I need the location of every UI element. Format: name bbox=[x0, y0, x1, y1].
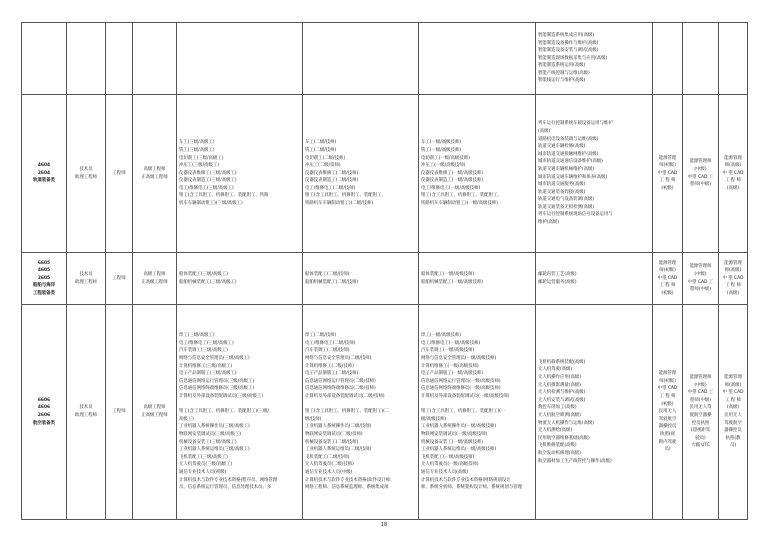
cell-line: 驶航空器操 bbox=[689, 413, 712, 418]
cell-line: 轨道交通电气设备装调(高级) bbox=[538, 197, 595, 203]
cell-line: (高级) bbox=[538, 128, 551, 134]
cell-line: (超视距驾 bbox=[690, 428, 711, 434]
cell-line: 钳工(含工具钳工、机修钳工、装配钳工、铁路 bbox=[179, 193, 269, 199]
cell-line: 智能制造系统运用(高级) bbox=[538, 63, 586, 69]
cell-line: 航空器材加工生产线管控与操作(高级) bbox=[538, 458, 612, 464]
cell-line: 航空发动机修理(高级) bbox=[538, 450, 581, 456]
skill-level-1-cell bbox=[419, 95, 536, 253]
cell-line: 轨道交通车辆检修(高级) bbox=[538, 144, 586, 150]
cell-line: 汽车装调工(三级/高级工) bbox=[179, 348, 228, 354]
cell-line: 信息通信网络终端维修员(二级/技师) bbox=[305, 386, 376, 392]
cell-line: 4606 bbox=[37, 405, 51, 411]
cell-line: 工 程 师 bbox=[659, 394, 676, 400]
cell-line: 车工(三级/高级工) bbox=[179, 140, 215, 146]
cell-line: 城市轨道交通接触网维护(高级) bbox=[538, 151, 599, 157]
cell-line: 计算机维修工(一级/高级技师) bbox=[421, 363, 479, 369]
cell-line: 中 望 CAD bbox=[722, 275, 744, 281]
cell-line: 民用无人驾 bbox=[689, 405, 712, 411]
entry-level-cell bbox=[67, 23, 106, 95]
cell-line: 道路机电设备装调与运维(高级) bbox=[538, 136, 599, 142]
cell-line: 民用无人 bbox=[724, 413, 742, 418]
cell-line: 高级工程师 bbox=[143, 271, 166, 277]
cell-line: 船舶机械装配工(二级/技师) bbox=[305, 279, 359, 285]
cell-line: 网络工程师、信息系统监理师、系统集成项 bbox=[305, 485, 389, 491]
skill-level-1-cell bbox=[419, 23, 536, 95]
table-row bbox=[22, 95, 748, 253]
cell-line: 高级工程师 bbox=[143, 166, 166, 172]
cell-line: (初级) bbox=[661, 290, 674, 296]
cell-line: 电工/维修电工(二级/技师) bbox=[305, 340, 356, 346]
cell-line: 无人机检测与维护(高级) bbox=[538, 390, 586, 396]
cell-line: 电工/维修电工(三级/高级工) bbox=[179, 185, 234, 191]
cell-line: 轨道装备类 bbox=[33, 178, 55, 184]
cell-line: 工业机器人系统运维员(二级/技师) bbox=[305, 447, 372, 453]
cell-line: 能源管理 bbox=[724, 260, 742, 266]
cell-line: 通信专业技术人员(高级) bbox=[421, 469, 469, 475]
cell-line: 师(初级) bbox=[659, 163, 676, 169]
cell-line: 技术员 bbox=[79, 166, 93, 172]
cell-line: 仪器仪表制造工(一级/高级技师) bbox=[421, 178, 483, 184]
cell-line: 距内驾驶 bbox=[658, 439, 677, 445]
cell-line: 网络与信息安全管理员(一级/高级技师) bbox=[421, 356, 497, 362]
category-cell bbox=[22, 23, 67, 95]
cell-line: 网络与信息安全管理员(三级/高级工) bbox=[179, 356, 250, 362]
senior-cert-cell bbox=[719, 23, 748, 95]
cell-line: 电切削工(三级/高级工) bbox=[179, 155, 224, 161]
cell-line: 冲压工(二级/技师) bbox=[305, 163, 341, 169]
cell-line: 邮轮内装工艺(高级) bbox=[538, 271, 577, 277]
cell-line: 船舶机械装配工(三级/高级工) bbox=[179, 279, 237, 285]
cell-line: 程师(中级) bbox=[690, 182, 711, 188]
cell-line: 2604 bbox=[37, 170, 51, 176]
intermediate-level-cell bbox=[106, 23, 133, 95]
cell-line: (初级) bbox=[661, 185, 674, 191]
category-cell bbox=[22, 305, 67, 520]
cell-line: 技术员 bbox=[79, 405, 93, 411]
cell-line: 电工/维修电工(一级/高级技师) bbox=[421, 340, 481, 346]
cell-line: 焊工(二级/技师) bbox=[305, 333, 337, 339]
cell-line: 正高级工程师 bbox=[141, 413, 168, 418]
cell-line: 6606 bbox=[37, 397, 51, 403]
skill-level-2-cell bbox=[303, 95, 419, 253]
certificate-table bbox=[21, 22, 748, 520]
x-certificate-cell bbox=[536, 305, 653, 520]
cell-line: 无人机驾驶(高级) bbox=[538, 367, 573, 373]
cell-line: 6605 bbox=[37, 260, 51, 266]
cell-line: 电工/维修电工(一级/高级技师) bbox=[421, 185, 481, 191]
cell-line: 仪器仪表维修工(二级/技师) bbox=[305, 170, 359, 176]
cell-line: 工业机器人系统运维员(一级/高级技师) bbox=[421, 447, 497, 453]
cell-line: 铁路机车车辆制动钳工)(一级/高级技师) bbox=[421, 201, 498, 207]
cell-line: 智能线运行与维护(高级) bbox=[538, 78, 586, 84]
cell-line: 无人机操作应用(高级) bbox=[538, 375, 581, 381]
junior-cert-cell bbox=[653, 23, 683, 95]
cell-line: 工 程 师 bbox=[725, 178, 741, 184]
entry-level-cell bbox=[67, 95, 106, 253]
cell-line: 师(高级) bbox=[724, 268, 742, 274]
cell-line: 4604 bbox=[37, 163, 51, 169]
skill-level-2-cell bbox=[303, 23, 419, 95]
senior-level-cell bbox=[133, 253, 177, 305]
cell-line: 师(初级) bbox=[659, 378, 676, 384]
intermediate-level-cell bbox=[106, 305, 133, 520]
cell-line: (初级) bbox=[661, 401, 674, 407]
cell-line: 机车车辆制动钳工)(三级/高级工) bbox=[179, 201, 243, 207]
cell-line: 工程师 bbox=[112, 275, 126, 281]
cell-line: 助理工程师 bbox=[75, 413, 97, 418]
cell-line: 仪器仪表维修工(一级/高级技师) bbox=[421, 170, 483, 176]
cell-line: 信息通信网络终端维修员(三级/高级工) bbox=[179, 386, 255, 392]
cell-line: 工业机器人系统操作员(一级/高级技师) bbox=[421, 424, 497, 430]
cell-line: (中级) bbox=[694, 271, 707, 277]
cell-line: 中 望 CAD bbox=[722, 390, 744, 396]
cell-line: 程师(中级) bbox=[690, 397, 711, 403]
cell-line: 中望 CAD 工 bbox=[687, 279, 714, 285]
cell-line: 船舶与海洋 bbox=[33, 283, 55, 289]
cell-line: 航空装备类 bbox=[33, 420, 55, 426]
skill-level-3-cell bbox=[177, 253, 303, 305]
intermediate-level-cell bbox=[106, 95, 133, 253]
cell-line: 仪器仪表制造工(二级/技师) bbox=[305, 178, 359, 184]
cell-line: 工程师 bbox=[112, 409, 126, 415]
cell-line: 级/技师) bbox=[305, 416, 322, 422]
cell-line: 无人机驾驶员(一级/高级技师) bbox=[421, 462, 479, 468]
cell-line: 能源管理 bbox=[724, 155, 742, 161]
cell-line: 2606 bbox=[37, 413, 51, 418]
senior-cert-cell bbox=[719, 95, 748, 253]
entry-level-cell bbox=[67, 305, 106, 520]
skill-level-3-cell bbox=[177, 95, 303, 253]
category-cell bbox=[22, 253, 67, 305]
cell-line: 铣工(一级/高级技师) bbox=[421, 147, 462, 153]
cell-line: 正高级工程师 bbox=[141, 279, 168, 285]
cell-line: 机械设备安装工(一级/高级技师) bbox=[421, 439, 483, 445]
cell-line: 轨道交通车辆机械维护(高级) bbox=[538, 166, 595, 172]
cell-line: 无人机驾驶员(三级/高级工) bbox=[179, 462, 233, 468]
cell-line: (高级) bbox=[726, 290, 740, 296]
cell-line: 能源管理师 bbox=[689, 264, 712, 270]
cell-line: 信息通信网络运行管理员(一级/高级技师) bbox=[421, 378, 501, 384]
cell-line: 列车运行控制系统现场信号设备运用与 bbox=[538, 212, 613, 218]
page-number: 18 bbox=[380, 522, 388, 528]
cell-line: 钳工(含工具钳工、机修钳工、装配钳工、 bbox=[421, 193, 502, 199]
cell-line: 电切削工(二级/技师) bbox=[305, 155, 346, 161]
mid-cert-cell bbox=[683, 253, 719, 305]
cell-line: 汽车装调工(一级/高级技师) bbox=[421, 348, 475, 354]
cell-line bbox=[421, 401, 533, 409]
cell-line: 程师(中级) bbox=[690, 287, 711, 293]
cell-line: 员、信息系统运行管理员、信息处理技术员、多 bbox=[179, 485, 272, 491]
cell-line: (中级) bbox=[694, 166, 707, 172]
cell-line: 物流无人机操作与运维(高级) bbox=[538, 420, 595, 426]
cell-line: 列车运行控制系统车载设备运用与维护 bbox=[538, 121, 613, 127]
cell-line: 铣工(二级/技师) bbox=[305, 147, 337, 153]
mid-cert-cell bbox=[683, 23, 719, 95]
cell-line: 钳工(含工具钳工、机修钳工、装配钳工)(三级/ bbox=[179, 409, 270, 415]
cell-line: 控员执照 bbox=[691, 420, 710, 426]
cell-line: 师(高级) bbox=[724, 382, 742, 388]
cell-line: 仪器仪表维修工(三级/高级工) bbox=[179, 170, 237, 176]
cell-line: (高级) bbox=[726, 405, 740, 411]
cell-line: 工业机器人系统运维员(三级/高级工) bbox=[179, 447, 250, 453]
cell-line: 钳工(含工具钳工、机修钳工、装配钳工、 bbox=[305, 193, 386, 199]
cell-line: 智能产线控制与运维(高级) bbox=[538, 70, 590, 76]
cell-line: 信息通信网络终端维修员(一级/高级技师) bbox=[421, 386, 501, 392]
x-certificate-cell bbox=[536, 253, 653, 305]
cell-line: 计算机维修工(二级/技师) bbox=[305, 363, 354, 369]
cell-line: 中望 CAD 工 bbox=[687, 390, 714, 396]
cell-line: 员) bbox=[664, 447, 671, 453]
cell-line: 能源管理师 bbox=[689, 159, 712, 165]
cell-line: 器操控员 bbox=[658, 424, 677, 430]
cell-line: 物联网安装调试员(三级/高级工) bbox=[179, 431, 241, 437]
cell-line: 能源管理 bbox=[724, 375, 742, 381]
cell-line: 民用无人 bbox=[658, 409, 677, 415]
cell-line: 中望 CAD bbox=[657, 275, 678, 281]
cell-line: 驶员) bbox=[695, 435, 706, 441]
cell-line: 机械设备安装工(三级/高级工) bbox=[179, 439, 237, 445]
cell-line: 邮轮运营服务(高级) bbox=[538, 279, 577, 285]
cell-line: 无人机摄影测量(高级) bbox=[538, 382, 581, 388]
cell-line: 物联网安装调试员(一级/高级技师) bbox=[421, 431, 488, 437]
cell-line: 计算机及外部设备装配调试员(一级/高级技师) bbox=[421, 394, 510, 400]
cell-line: 计算机技术与软件专业技术资格(网络规划设计 bbox=[421, 477, 511, 483]
cell-line: 计算机及外部设备装配调试员(二级/技师) bbox=[305, 394, 385, 400]
cell-line: 大疆 UTC bbox=[691, 443, 710, 449]
cell-line: 飞机装配工(一级/高级技师) bbox=[421, 454, 475, 460]
cell-line: 正高级工程师 bbox=[141, 174, 168, 180]
cell-line: 员) bbox=[729, 443, 737, 449]
cell-line bbox=[305, 401, 416, 409]
cell-line: 飞机装配工(三级/高级工) bbox=[179, 454, 228, 460]
skill-level-3-cell bbox=[177, 23, 303, 95]
cell-line: 工 程 师 bbox=[659, 178, 676, 184]
cell-line: 工 程 师 bbox=[725, 397, 741, 403]
cell-line: 城市轨道交通通信设备维护(高级) bbox=[538, 159, 603, 165]
cell-line: 船体装配工(一级/高级技师) bbox=[421, 271, 475, 277]
cell-line: 信息通信网络运行管理员(二级/技师) bbox=[305, 378, 376, 384]
cell-line: (中级) bbox=[694, 382, 707, 388]
cell-line: 计算机技术与软件专业技术资格(程序员、网络管理 bbox=[179, 477, 278, 483]
cell-line: 无人机驾驶员(二级/技师) bbox=[305, 462, 354, 468]
cell-line: 高级工程师 bbox=[143, 405, 166, 411]
cell-line: 中望 CAD bbox=[657, 386, 678, 392]
cell-line: 汽车装调工(二级/技师) bbox=[305, 348, 350, 354]
cell-line: 工业机器人系统操作员(三级/高级工) bbox=[179, 424, 250, 430]
cell-line: 执照(视 bbox=[660, 431, 675, 437]
mid-cert-cell bbox=[683, 305, 719, 520]
cell-line: 飞机机载系统装配(高级) bbox=[538, 359, 586, 365]
skill-level-1-cell bbox=[419, 305, 536, 520]
junior-cert-cell bbox=[653, 305, 683, 520]
cell-line: 车工(二级/技师) bbox=[305, 140, 337, 146]
cell-line bbox=[179, 401, 300, 409]
senior-cert-cell bbox=[719, 305, 748, 520]
cell-line: 师(高级) bbox=[724, 163, 742, 169]
cell-line: 助理工程师 bbox=[75, 174, 97, 180]
cell-line: 工 程 师 bbox=[725, 283, 741, 289]
senior-cert-cell bbox=[719, 253, 748, 305]
cell-line: 工业机器人系统操作员(二级/技师) bbox=[305, 424, 372, 430]
cell-line: 驾驶航空 bbox=[658, 416, 677, 422]
cell-line: 船舶机械装配工(一级/高级技师) bbox=[421, 279, 483, 285]
cell-line: 通信专业技术人员(中级) bbox=[305, 469, 353, 475]
cell-line: 计算机及外部设备装配调试员(三级/高级工) bbox=[179, 394, 263, 400]
cell-line: 工 程 师 bbox=[659, 283, 676, 289]
cell-line: 执照(教 bbox=[725, 435, 741, 441]
cell-line: 钳工(含工具钳工、机修钳工、装配钳工)(二 bbox=[305, 409, 390, 415]
x-certificate-cell bbox=[536, 23, 653, 95]
cell-line: 物联网安装调试员(二级/技师) bbox=[305, 431, 363, 437]
skill-level-2-cell bbox=[303, 253, 419, 305]
cell-line: 智能制造现场数据采集与应用(高级) bbox=[538, 55, 608, 61]
skill-level-2-cell bbox=[303, 305, 419, 520]
cell-line: 机械设备安装工(二级/技师) bbox=[305, 439, 359, 445]
table-row bbox=[22, 305, 748, 520]
cell-line: 技术员 bbox=[79, 271, 93, 277]
cell-line: 中望 CAD 工 bbox=[687, 174, 714, 180]
cell-line: 冲压工(三级/高级工) bbox=[179, 163, 220, 169]
cell-line: 级/高级技师) bbox=[421, 416, 447, 422]
cell-line: 能源管理 bbox=[658, 155, 677, 161]
mid-cert-cell bbox=[683, 95, 719, 253]
cell-line: 车工(一级/高级技师) bbox=[421, 140, 462, 146]
junior-cert-cell bbox=[653, 95, 683, 253]
cell-line: 器操控员 bbox=[724, 428, 742, 434]
senior-level-cell bbox=[133, 23, 177, 95]
cell-line: 维护(高级) bbox=[538, 220, 559, 226]
table-row bbox=[22, 23, 748, 95]
cell-line: 中望 CAD bbox=[657, 170, 678, 176]
cell-line: (高级) bbox=[726, 185, 740, 191]
cell-line: 无人机航空喷洒(高级) bbox=[538, 413, 581, 418]
cell-line: 轨道交通装备焊接(高级) bbox=[538, 189, 586, 195]
cell-line: 驾驶航空 bbox=[724, 420, 742, 426]
cell-line: 助理工程师 bbox=[75, 279, 97, 285]
cell-line: 电工/维修电工(二级/技师) bbox=[305, 185, 356, 191]
cell-line: 智能制造系统集成应用(高级) bbox=[538, 32, 595, 38]
category-cell bbox=[22, 95, 67, 253]
x-certificate-cell bbox=[536, 95, 653, 253]
cell-line: 仪器仪表制造工(三级/高级工) bbox=[179, 178, 237, 184]
cell-line: 师(初级) bbox=[659, 268, 676, 274]
cell-line: 无人机安装与调试(高级) bbox=[538, 397, 586, 403]
cell-line: 飞机维修装配(高级) bbox=[538, 443, 577, 449]
skill-level-3-cell bbox=[177, 305, 303, 520]
cell-line: 工程装备类 bbox=[33, 290, 55, 296]
senior-level-cell bbox=[133, 305, 177, 520]
cell-line: 焊工(三级/高级工) bbox=[179, 333, 215, 339]
cell-line: 轨道交通装备无损检测(高级) bbox=[538, 204, 595, 210]
cell-line: 电工/维修电工(三级/高级工) bbox=[179, 340, 234, 346]
cell-line: 计算机技术与软件专业技术资格(软件设计师、 bbox=[305, 477, 395, 483]
cell-line: 电子产品制版工(二级/技师) bbox=[305, 371, 359, 377]
junior-cert-cell bbox=[653, 253, 683, 305]
cell-line: 铁路机车车辆制动钳工)(二级/技师) bbox=[305, 201, 374, 207]
cell-line: 焊工(一级/高级技师) bbox=[421, 333, 462, 339]
cell-line: 数控车削加工(高级) bbox=[538, 405, 577, 411]
intermediate-level-cell bbox=[106, 253, 133, 305]
cell-line: 电切削工(一级/高级技师) bbox=[421, 155, 470, 161]
cell-line: 师、系统分析师、系统架构设计师、系统规划与管理 bbox=[421, 485, 522, 491]
cell-line: 铣工(三级/高级工) bbox=[179, 147, 215, 153]
cell-line: 电子产品制版工(一级/高级技师) bbox=[421, 371, 483, 377]
cell-line: 中 望 CAD bbox=[722, 170, 744, 176]
cell-line: 民用航空器维修基础(高级) bbox=[538, 435, 590, 441]
skill-level-1-cell bbox=[419, 253, 536, 305]
cell-line: 无人机测绘(高级) bbox=[538, 428, 573, 434]
cell-line: 智能制造设备安装与调试(高级) bbox=[538, 48, 599, 54]
cell-line: 电子产品制版工(三级/高级工) bbox=[179, 371, 237, 377]
cell-line: 网络与信息安全管理员(二级/技师) bbox=[305, 356, 372, 362]
table-row bbox=[22, 253, 748, 305]
cell-line: 智能制造设备操作与维护(高级) bbox=[538, 40, 599, 46]
cell-line: 飞机装配工(二级/技师) bbox=[305, 454, 350, 460]
cell-line: 城市轨道交通车辆维护和保养(高级) bbox=[538, 174, 608, 180]
cell-line: 能源管理 bbox=[658, 260, 677, 266]
cell-line: 信息通信网络运行管理员(三级/高级工) bbox=[179, 378, 255, 384]
cell-line: 4605 bbox=[37, 268, 51, 274]
cell-line: 船体装配工(二级/技师) bbox=[305, 271, 350, 277]
senior-level-cell bbox=[133, 95, 177, 253]
cell-line: 冲压工(一级/高级技师) bbox=[421, 163, 466, 169]
cell-line: 通信专业技术人员(初级) bbox=[179, 469, 227, 475]
cell-line: 计算机维修工(三级/高级工) bbox=[179, 363, 233, 369]
cell-line: 高级工) bbox=[179, 416, 194, 422]
cell-line: 能源管理 bbox=[658, 371, 677, 377]
cell-line: 工程师 bbox=[112, 170, 126, 176]
cell-line: 城市轨道交通服务(高级) bbox=[538, 182, 586, 188]
cell-line: 船体装配工(三级/高级工) bbox=[179, 271, 228, 277]
cell-line: 能源管理师 bbox=[689, 375, 712, 381]
entry-level-cell bbox=[67, 253, 106, 305]
cell-line: 钳工(含工具钳工、机修钳工、装配钳工)(一 bbox=[421, 409, 506, 415]
cell-line: 2605 bbox=[37, 275, 51, 281]
